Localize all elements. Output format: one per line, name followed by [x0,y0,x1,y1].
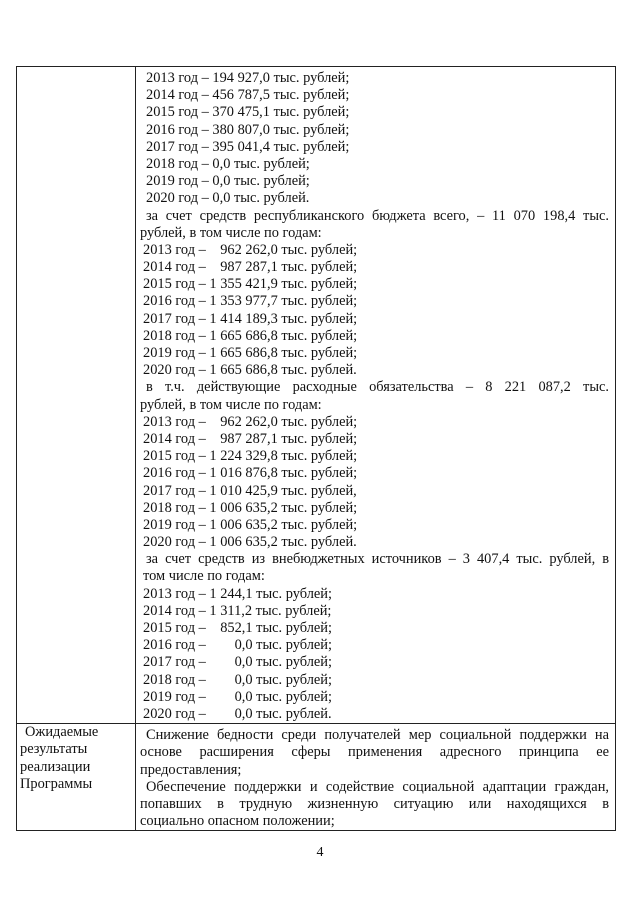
program-passport-table [16,66,616,831]
republic-budget-header-cont: рублей, в том числе по годам: [140,224,322,241]
funding-line: 2014 год – 1 311,2 тыс. рублей; [143,602,332,619]
funding-line: 2018 год – 0,0 тыс. рублей; [143,671,332,688]
funding-line: 2013 год – 194 927,0 тыс. рублей; [146,70,350,86]
funding-line: 2020 год – 1 665 686,8 тыс. рублей. [143,362,357,379]
results-label-line: результаты [20,741,88,758]
results-label-line: Ожидаемые [25,724,99,741]
funding-line: 2020 год – 0,0 тыс. рублей. [146,190,310,207]
funding-line: 2020 год – 1 006 635,2 тыс. рублей. [143,534,357,551]
funding-line: 2013 год – 962 262,0 тыс. рублей; [143,241,358,258]
funding-line: 2014 год – 456 787,5 тыс. рублей; [146,87,350,104]
results-label-line: Программы [20,775,93,792]
funding-line: 2018 год – 1 665 686,8 тыс. рублей; [143,327,358,344]
funding-line: 2019 год – 1 006 635,2 тыс. рублей; [143,516,358,533]
funding-line: 2014 год – 987 287,1 тыс. рублей; [143,430,358,447]
funding-line: 2015 год – 852,1 тыс. рублей; [143,620,332,636]
funding-line: 2020 год – 0,0 тыс. рублей. [143,705,332,722]
extrabudget-header-cont: том числе по годам: [143,568,265,585]
funding-line: 2015 год – 1 224 329,8 тыс. рублей; [143,448,358,465]
extrabudget-header: за счет средств из внебюджетных источников – 3 407,4 тыс. рублей, в [146,551,609,568]
funding-line: 2019 год – 0,0 тыс. рублей; [146,173,310,190]
funding-line: 2016 год – 1 353 977,7 тыс. рублей; [143,293,358,310]
results-text-line: попавших в трудную жизненную ситуацию или находящихся в [140,795,609,812]
obligations-header: в т.ч. действующие расходные обязательства – 8 221 087,2 тыс. [146,379,609,396]
funding-line: 2018 год – 0,0 тыс. рублей; [146,155,310,172]
funding-line: 2014 год – 987 287,1 тыс. рублей; [143,259,358,276]
results-text-line: предоставления; [140,761,242,778]
funding-line: 2015 год – 1 355 421,9 тыс. рублей; [143,276,358,293]
results-text-line: основе расширения сферы применения адресного принципа ее [140,744,609,761]
funding-line: 2016 год – 0,0 тыс. рублей; [143,637,332,654]
results-label-line: реализации [20,758,91,775]
funding-line: 2018 год – 1 006 635,2 тыс. рублей; [143,499,358,516]
funding-line: 2016 год – 380 807,0 тыс. рублей; [146,121,350,138]
funding-line: 2013 год – 962 262,0 тыс. рублей; [143,413,358,430]
results-text-cell [136,724,616,831]
funding-line: 2015 год – 370 475,1 тыс. рублей; [146,104,350,121]
funding-details-cell [136,67,616,724]
funding-line: 2019 год – 0,0 тыс. рублей; [143,688,332,705]
funding-line: 2013 год – 1 244,1 тыс. рублей; [143,585,332,602]
results-text-line: Обеспечение поддержки и содействие социальной адаптации граждан, [146,778,609,795]
funding-line: 2019 год – 1 665 686,8 тыс. рублей; [143,345,358,361]
page-number: 4 [316,845,324,860]
funding-line: 2017 год – 0,0 тыс. рублей; [143,654,332,671]
funding-line: 2017 год – 395 041,4 тыс. рублей; [146,138,350,155]
results-text-line: социально опасном положении; [140,813,335,830]
obligations-header-cont: рублей, в том числе по годам: [140,396,322,413]
results-row [17,724,616,831]
results-text-line: Снижение бедности среди получателей мер социальной поддержки на [146,727,609,744]
funding-label-cell [17,67,136,724]
results-label-cell [17,724,136,831]
funding-row [17,67,616,724]
funding-line: 2017 год – 1 414 189,3 тыс. рублей; [143,310,358,327]
funding-line: 2017 год – 1 010 425,9 тыс. рублей, [143,482,357,499]
republic-budget-header: за счет средств республиканского бюджета всего, – 11 070 198,4 тыс. [146,207,609,224]
funding-line: 2016 год – 1 016 876,8 тыс. рублей; [143,465,358,482]
